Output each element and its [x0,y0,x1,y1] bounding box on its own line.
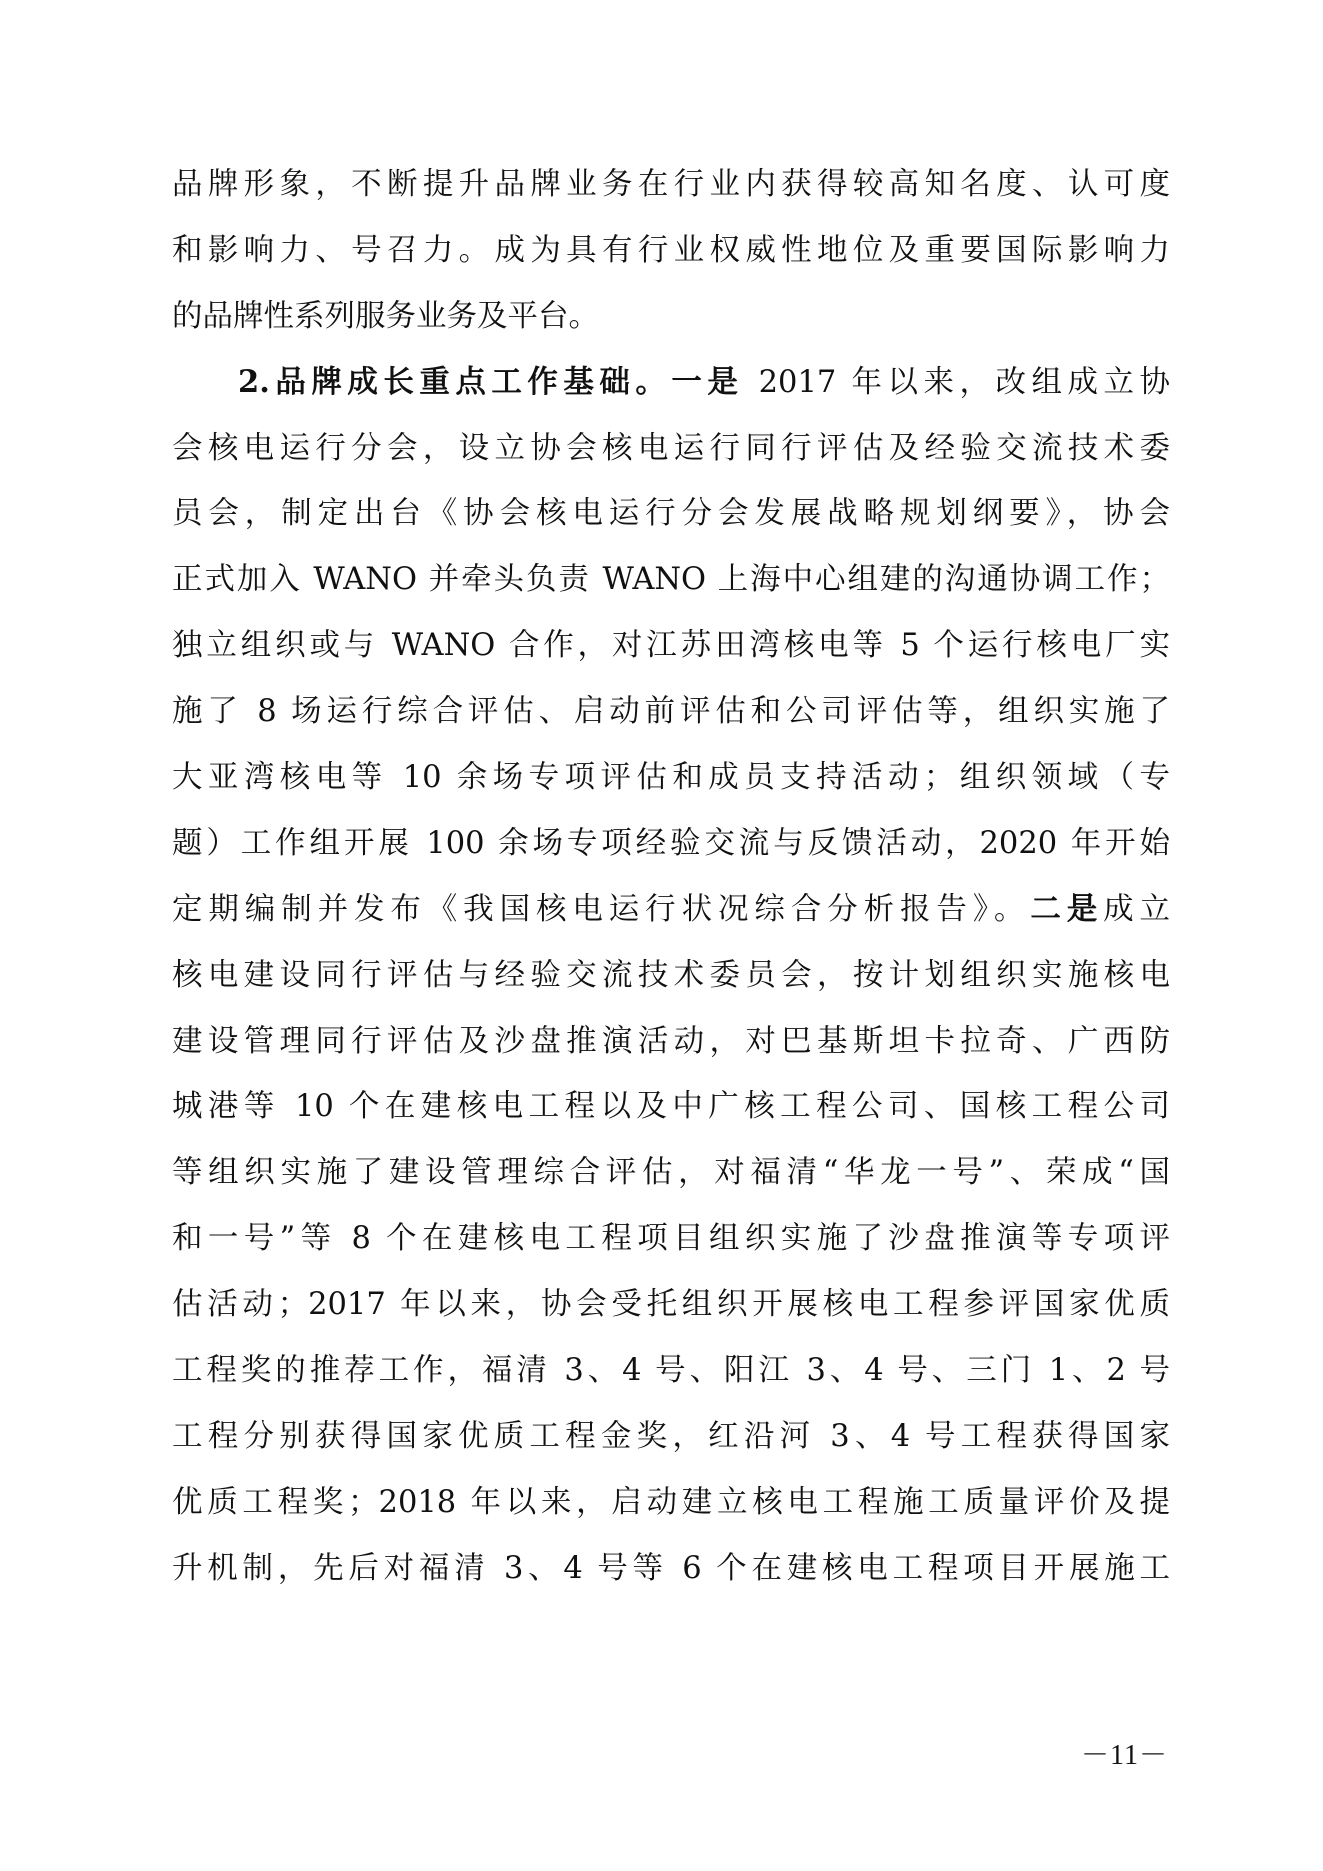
text-line: 估活动；2017 年以来，协会受托组织开展核电工程参评国家优质 [172,1287,1170,1323]
text-line: 独立组织或与 WANO 合作，对江苏田湾核电等 5 个运行核电厂实 [172,628,1170,664]
text-line: 核电建设同行评估与经验交流技术委员会，按计划组织实施核电 [172,957,1170,993]
text-line: 会核电运行分会，设立协会核电运行同行评估及经验交流技术委 [172,430,1170,466]
section-heading: 2.品牌成长重点工作基础。 [238,363,672,400]
text-line: 升机制，先后对福清 3、4 号等 6 个在建核电工程项目开展施工 [172,1550,1170,1586]
emphasis-yishi: 一是 [671,363,744,400]
text-line: 和影响力、号召力。成为具有行业权威性地位及重要国际影响力 [172,232,1170,268]
text-run: 成立 [1103,891,1171,927]
text-line: 城港等 10 个在建核电工程以及中广核工程公司、国核工程公司 [172,1089,1170,1125]
text-run: 2017 年以来，改组成立协 [743,364,1171,400]
text-line: 的品牌性系列服务业务及平台。 [172,298,599,334]
text-line: 题）工作组开展 100 余场专项经验交流与反馈活动，2020 年开始 [172,825,1170,861]
text-line: 正式加入 WANO 并牵头负责 WANO 上海中心组建的沟通协调工作； [172,562,1170,598]
section-heading-line [172,350,1170,416]
text-line: 优质工程奖；2018 年以来，启动建立核电工程施工质量评价及提 [172,1484,1170,1520]
emphasis-ershi: 二是 [1030,890,1104,927]
page-number: －11－ [1081,1740,1168,1771]
text-line: 建设管理同行评估及沙盘推演活动，对巴基斯坦卡拉奇、广西防 [172,1023,1170,1059]
text-line: 施了 8 场运行综合评估、启动前评估和公司评估等，组织实施了 [172,694,1170,730]
text-line: 等组织实施了建设管理综合评估，对福清“华龙一号”、荣成“国 [172,1155,1170,1191]
text-line: 工程分别获得国家优质工程金奖，红沿河 3、4 号工程获得国家 [172,1418,1170,1454]
text-line: 大亚湾核电等 10 余场专项评估和成员支持活动；组织领域（专 [172,760,1170,796]
document-body [172,152,1170,1602]
text-line: 工程奖的推荐工作，福清 3、4 号、阳江 3、4 号、三门 1、2 号 [172,1353,1170,1389]
text-line: 品牌形象，不断提升品牌业务在行业内获得较高知名度、认可度 [172,167,1170,202]
text-line: 和一号”等 8 个在建核电工程项目组织实施了沙盘推演等专项评 [172,1221,1170,1257]
text-line-with-emphasis [172,877,1170,943]
text-run: 定期编制并发布《我国核电运行状况综合分析报告》。 [172,891,1031,927]
text-line: 员会，制定出台《协会核电运行分会发展战略规划纲要》，协会 [172,496,1170,532]
